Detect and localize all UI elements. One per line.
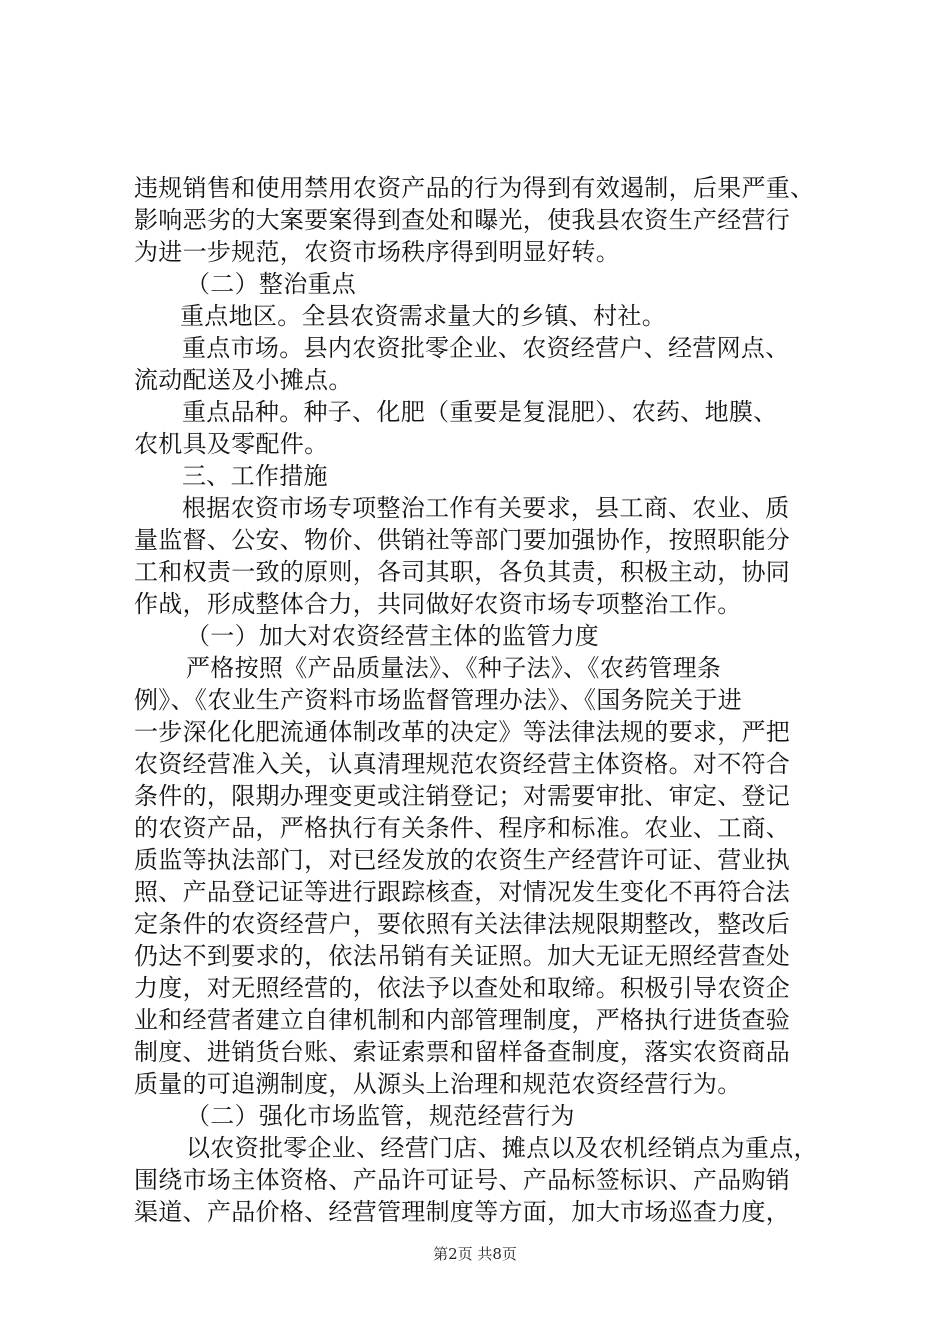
text-line: 业和经营者建立自律机制和内部管理制度，严格执行进货查验 — [134, 1006, 791, 1034]
text-line: 例》、《农业生产资料市场监督管理办法》、《国务院关于进 — [134, 686, 743, 714]
text-line: 条件的，限期办理变更或注销登记；对需要审批、审定、登记 — [134, 782, 791, 810]
text-line: 的农资产品，严格执行有关条件、程序和标准。农业、工商、 — [134, 814, 791, 842]
text-line: 定条件的农资经营户，要依照有关法律法规限期整改，整改后 — [134, 910, 791, 938]
text-line: 工和权责一致的原则，各司其职，各负其责，积极主动，协同 — [134, 558, 791, 586]
text-line: 严格按照《产品质量法》、《种子法》、《农药管理条 — [186, 654, 722, 682]
page-number-label: 第2页 共8页 — [433, 1245, 517, 1263]
page-footer — [0, 1244, 950, 1264]
text-line: 三、工作措施 — [182, 462, 328, 490]
text-line: 重点品种。种子、化肥（重要是复混肥）、农药、地膜、 — [182, 398, 778, 426]
text-line: 违规销售和使用禁用农资产品的行为得到有效遏制，后果严重、 — [134, 174, 815, 202]
text-line: 力度，对无照经营的，依法予以查处和取缔。积极引导农资企 — [134, 974, 791, 1002]
text-line: 农资经营准入关，认真清理规范农资经营主体资格。对不符合 — [134, 750, 791, 778]
text-line: （一）加大对农资经营主体的监管力度 — [186, 622, 600, 650]
text-line: （二）强化市场监管，规范经营行为 — [186, 1102, 575, 1130]
text-line: 照、产品登记证等进行跟踪核查，对情况发生变化不再符合法 — [134, 878, 791, 906]
text-line: 围绕市场主体资格、产品许可证号、产品标签标识、产品购销 — [134, 1166, 791, 1194]
text-line: 影响恶劣的大案要案得到查处和曝光，使我县农资生产经营行 — [134, 206, 791, 234]
document-body — [134, 172, 824, 1228]
text-line: 仍达不到要求的，依法吊销有关证照。加大无证无照经营查处 — [134, 942, 791, 970]
text-line: 为进一步规范，农资市场秩序得到明显好转。 — [134, 238, 620, 266]
text-line: 制度、进销货台账、索证索票和留样备查制度，落实农资商品 — [134, 1038, 791, 1066]
text-line: 质量的可追溯制度，从源头上治理和规范农资经营行为。 — [134, 1070, 742, 1098]
text-line: 重点地区。全县农资需求量大的乡镇、村社。 — [180, 302, 666, 330]
text-line: 以农资批零企业、经营门店、摊点以及农机经销点为重点， — [186, 1134, 818, 1162]
text-line: 根据农资市场专项整治工作有关要求，县工商、农业、质 — [182, 494, 790, 522]
text-line: 农机具及零配件。 — [134, 430, 329, 458]
text-line: 重点市场。县内农资批零企业、农资经营户、经营网点、 — [182, 334, 790, 362]
text-line: （二）整治重点 — [186, 270, 357, 298]
text-line: 量监督、公安、物价、供销社等部门要加强协作，按照职能分 — [134, 526, 791, 554]
text-line: 流动配送及小摊点。 — [134, 366, 353, 394]
text-line: 一步深化化肥流通体制改革的决定》等法律法规的要求，严把 — [134, 718, 791, 746]
text-line: 作战，形成整体合力，共同做好农资市场专项整治工作。 — [134, 590, 742, 618]
text-line: 质监等执法部门，对已经发放的农资生产经营许可证、营业执 — [134, 846, 791, 874]
text-line: 渠道、产品价格、经营管理制度等方面，加大市场巡查力度， — [134, 1198, 791, 1226]
